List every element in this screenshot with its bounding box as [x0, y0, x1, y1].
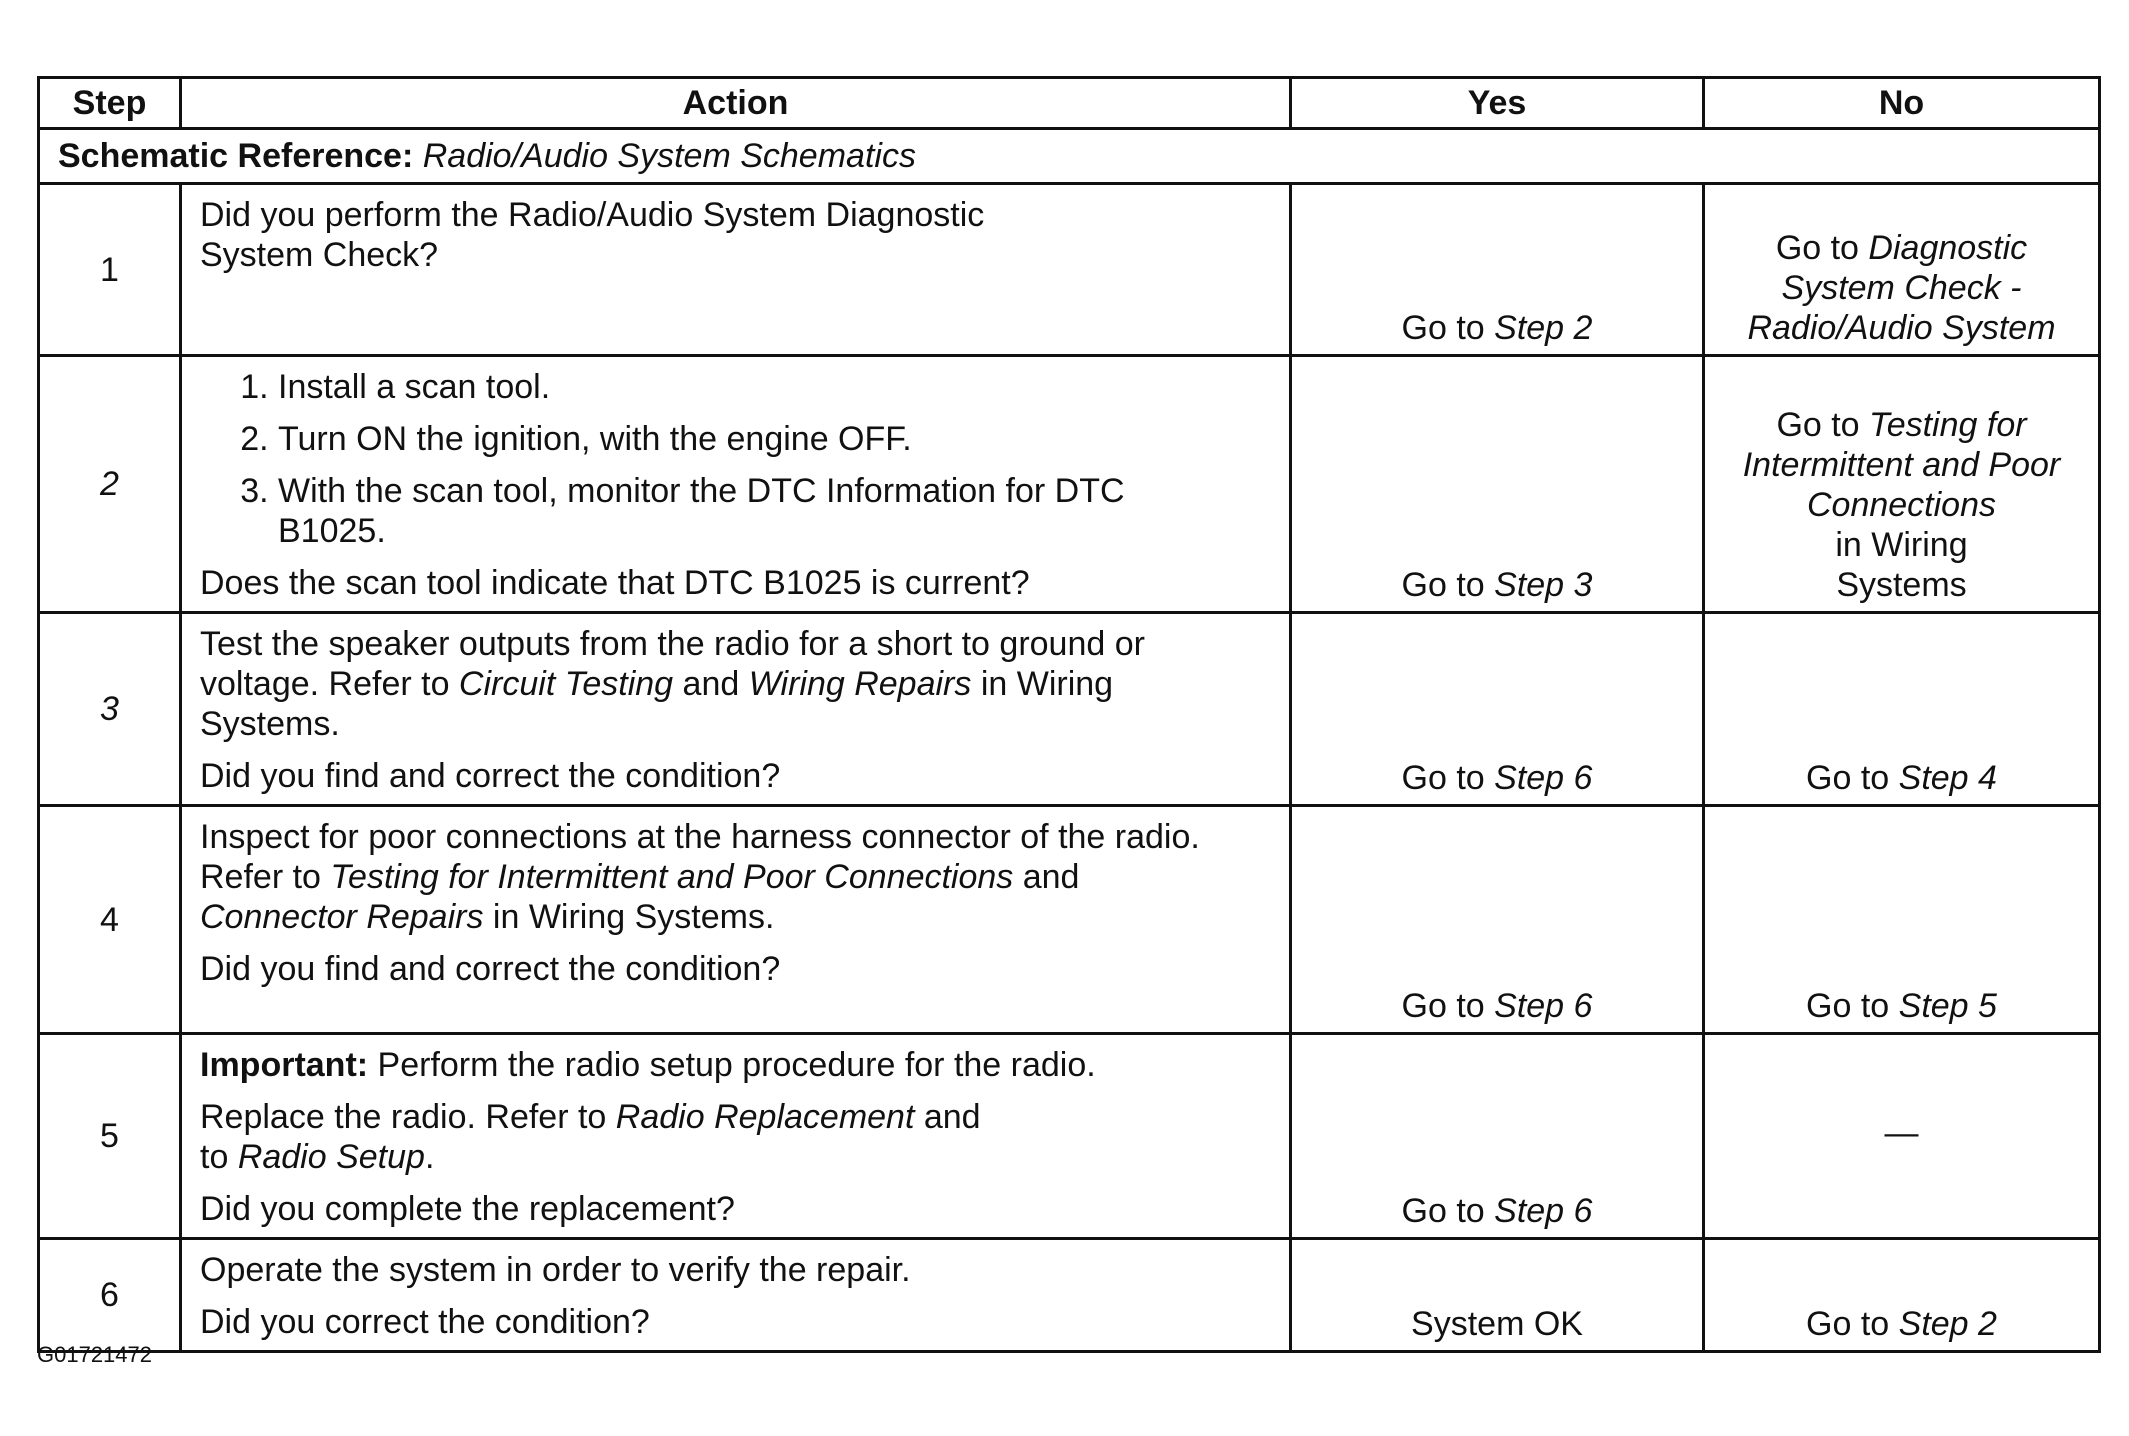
action-text — [200, 817, 1240, 937]
reference-link[interactable]: Radio Setup — [237, 1138, 425, 1176]
step-number-text: 2 — [100, 465, 119, 503]
no-prefix: Go to — [1806, 1305, 1899, 1343]
action-text: Did you perform the Radio/Audio System Diagnostic System Check? — [200, 196, 985, 274]
schematic-reference-row — [39, 129, 2100, 184]
action-text: Operate the system in order to verify the repair. — [200, 1251, 911, 1289]
step-number: 4 — [39, 806, 181, 1034]
action-cell — [181, 1239, 1291, 1352]
question-text: Did you find and correct the condition? — [200, 950, 781, 988]
yes-cell — [1291, 1239, 1704, 1352]
yes-link[interactable]: Step 2 — [1494, 309, 1593, 347]
yes-link[interactable]: Step 3 — [1494, 566, 1593, 604]
step-number-text: 3 — [100, 690, 119, 728]
yes-cell — [1291, 806, 1704, 1034]
action-cell — [181, 1034, 1291, 1239]
no-cell — [1704, 1239, 2100, 1352]
yes-link[interactable]: Step 6 — [1494, 1192, 1593, 1230]
yes-cell — [1291, 184, 1704, 356]
action-cell — [181, 184, 1291, 356]
action-suffix: . — [424, 1138, 435, 1176]
yes-prefix: Go to — [1401, 309, 1495, 347]
no-cell — [1704, 1034, 2100, 1239]
action-prefix: Inspect for poor connections at the harness connector of the radio. Refer to — [200, 818, 1200, 896]
no-link[interactable]: Step 5 — [1898, 987, 1997, 1025]
no-prefix: Go to — [1806, 759, 1899, 797]
no-suffix: in Wiring Systems — [1835, 526, 1968, 604]
header-row — [39, 78, 2100, 129]
action-prefix: Replace the radio. Refer to — [200, 1098, 616, 1136]
yes-prefix: Go to — [1401, 566, 1495, 604]
list-item: 3. With the scan tool, monitor the DTC Information for DTC B1025. — [278, 471, 1158, 551]
step-number: 1 — [39, 184, 181, 356]
important-label: Important: — [200, 1046, 369, 1084]
action-suffix: in Wiring Systems. — [200, 665, 1114, 743]
action-suffix: in Wiring Systems. — [483, 898, 775, 936]
no-link[interactable]: Testing for Intermittent and Poor Connections — [1742, 406, 2061, 524]
table-row — [39, 613, 2100, 806]
table-row — [39, 184, 2100, 356]
no-link[interactable]: Step 4 — [1898, 759, 1997, 797]
no-dash: — — [1884, 1114, 1919, 1152]
procedure-list — [200, 367, 1158, 551]
no-link[interactable]: Step 2 — [1898, 1305, 1997, 1343]
no-cell — [1704, 806, 2100, 1034]
schematic-reference — [39, 129, 2100, 184]
yes-cell — [1291, 356, 1704, 613]
diagnostic-table — [37, 76, 2101, 1353]
reference-link[interactable]: Wiring Repairs — [748, 665, 972, 703]
action-cell — [181, 806, 1291, 1034]
question-text: Did you find and correct the condition? — [200, 757, 781, 795]
table-row — [39, 1034, 2100, 1239]
action-mid: and — [1013, 858, 1080, 896]
no-prefix: Go to — [1806, 987, 1899, 1025]
no-cell — [1704, 356, 2100, 613]
table-row — [39, 806, 2100, 1034]
yes-link[interactable]: Step 6 — [1494, 759, 1593, 797]
list-item: 2. Turn ON the ignition, with the engine OFF. — [278, 419, 1158, 459]
important-note — [200, 1045, 1271, 1085]
important-text: Perform the radio setup procedure for the radio. — [368, 1046, 1096, 1084]
action-cell — [181, 356, 1291, 613]
figure-id: G01721472 — [37, 1342, 152, 1367]
header-no: No — [1704, 78, 2100, 129]
reference-link[interactable]: Connector Repairs — [200, 898, 484, 936]
no-link[interactable]: Diagnostic System Check - Radio/Audio System — [1747, 229, 2056, 347]
table-row — [39, 356, 2100, 613]
reference-link[interactable]: Radio Replacement — [615, 1098, 915, 1136]
step-number: 5 — [39, 1034, 181, 1239]
header-action: Action — [181, 78, 1291, 129]
table-row — [39, 1239, 2100, 1352]
action-mid: and — [673, 665, 749, 703]
action-cell — [181, 613, 1291, 806]
list-item: 1. Install a scan tool. — [278, 367, 1158, 407]
reference-link[interactable]: Radio/Audio System Schematics — [422, 137, 916, 175]
reference-link[interactable]: Testing for Intermittent and Poor Connections — [330, 858, 1014, 896]
yes-cell — [1291, 1034, 1704, 1239]
action-text — [200, 1097, 1000, 1177]
question-text: Does the scan tool indicate that DTC B1025 is current? — [200, 564, 1030, 602]
step-number: 6 — [39, 1239, 181, 1352]
no-prefix: Go to — [1775, 229, 1869, 267]
header-step: Step — [39, 78, 181, 129]
question-text: Did you correct the condition? — [200, 1303, 650, 1341]
question-text: Did you complete the replacement? — [200, 1190, 735, 1228]
yes-result: System OK — [1411, 1305, 1583, 1343]
reference-link[interactable]: Circuit Testing — [458, 665, 674, 703]
action-text — [200, 624, 1240, 744]
no-prefix: Go to — [1776, 406, 1870, 444]
yes-prefix: Go to — [1401, 759, 1495, 797]
step-number — [39, 356, 181, 613]
yes-prefix: Go to — [1401, 1192, 1495, 1230]
no-cell — [1704, 184, 2100, 356]
yes-cell — [1291, 613, 1704, 806]
no-cell — [1704, 613, 2100, 806]
action-prefix: Test the speaker outputs from the radio for a short to ground or voltage. Refer to — [200, 625, 1145, 703]
action-mid: and to — [200, 1098, 981, 1176]
yes-link[interactable]: Step 6 — [1494, 987, 1593, 1025]
header-yes: Yes — [1291, 78, 1704, 129]
step-number — [39, 613, 181, 806]
reference-label: Schematic Reference: — [58, 137, 414, 175]
yes-prefix: Go to — [1401, 987, 1495, 1025]
